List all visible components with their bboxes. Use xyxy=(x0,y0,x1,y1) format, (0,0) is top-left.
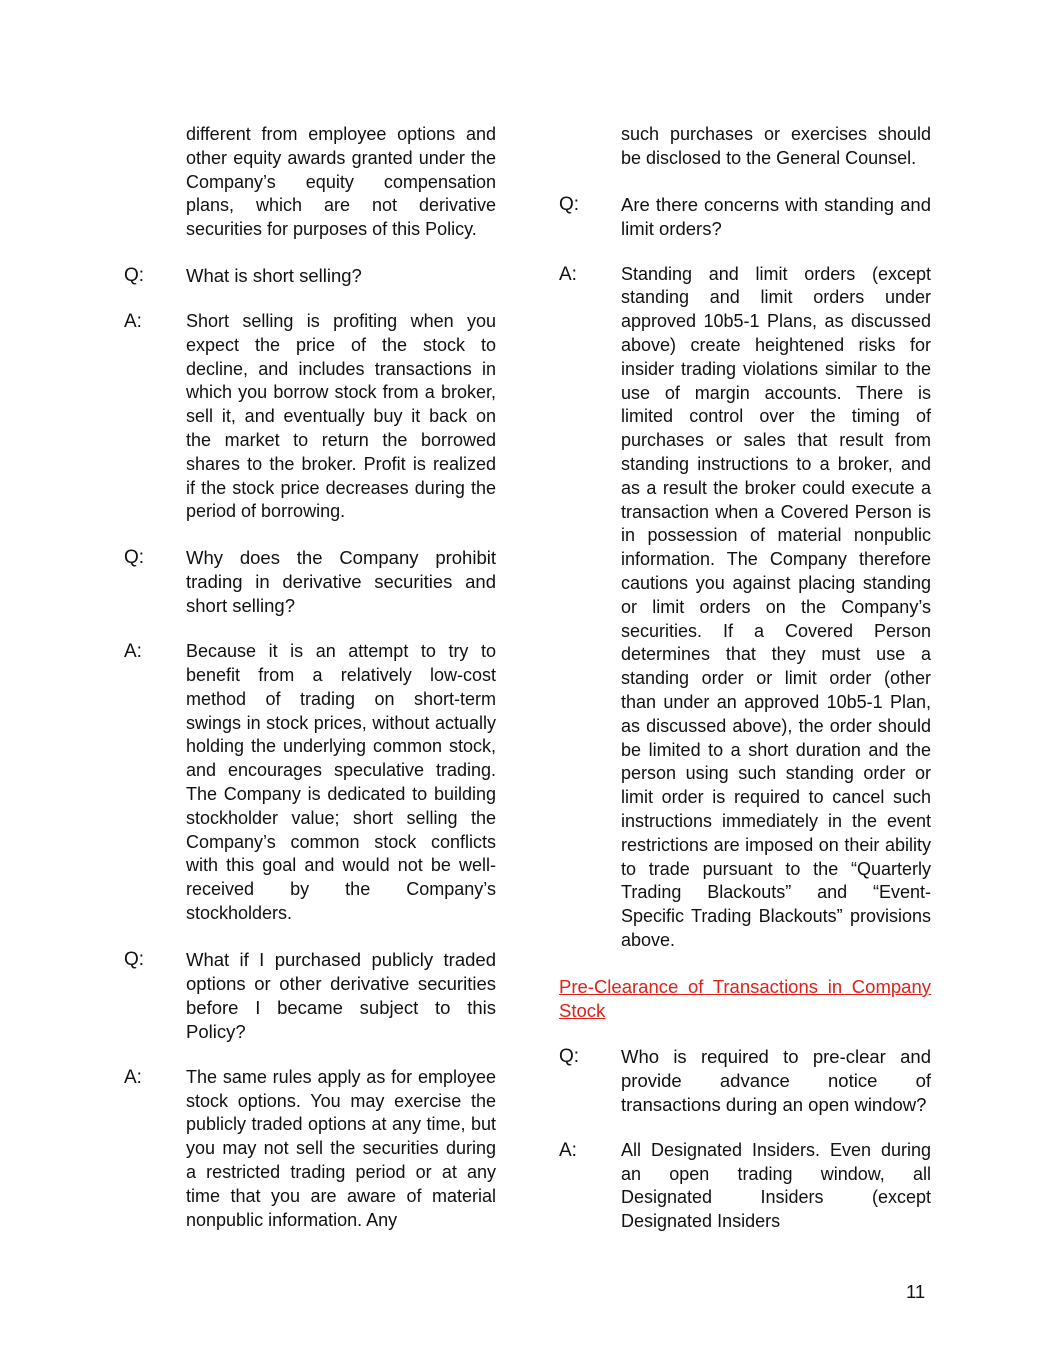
qa-block xyxy=(559,1139,931,1234)
continuation-text: such purchases or exercises should be disclosed to the General Counsel. xyxy=(621,124,931,168)
right-column xyxy=(559,123,931,1256)
question-label: Q: xyxy=(124,948,145,970)
answer-text: Because it is an attempt to try to benefit from a relatively low-cost method of trading on short-term swings in stock prices, without actually holding the underlying common stock, and encourages speculative trading. The Company is dedicated to building stockholder value; short selling the Company’s common stock conflicts with this goal and would not be well-received by the Company’s stockholders. xyxy=(186,641,496,923)
qa-block xyxy=(124,640,496,926)
answer-text: Short selling is profiting when you expect the price of the stock to decline, and includes transactions in which you borrow stock from a broker, sell it, and eventually buy it back on the market to return the borrowed shares to the broker. Profit is realized if the stock price decreases during the period of borrowing. xyxy=(186,310,496,522)
question-label: Q: xyxy=(124,547,145,569)
question-text: What if I purchased publicly traded options or other derivative securities before I became subject to this Policy? xyxy=(186,948,496,1042)
qa-block xyxy=(559,193,931,241)
qa-block xyxy=(124,546,496,618)
answer-label: A: xyxy=(124,641,142,663)
question-label: Q: xyxy=(124,264,145,286)
answer-label: A: xyxy=(559,263,577,285)
question-label: Q: xyxy=(559,1045,580,1067)
question-text: Are there concerns with standing and limit orders? xyxy=(621,193,931,239)
qa-block xyxy=(559,263,931,953)
answer-text: All Designated Insiders. Even during an open trading window, all Designated Insiders (except Designated Insiders xyxy=(621,1139,931,1232)
question-text: Why does the Company prohibit trading in derivative securities and short selling? xyxy=(186,547,496,617)
answer-label: A: xyxy=(124,310,142,332)
answer-text: The same rules apply as for employee stock options. You may exercise the publicly traded options at any time, but you may not sell the securities during a restricted trading period or at any time that you are aware of material nonpublic information. Any xyxy=(186,1066,496,1230)
answer-label: A: xyxy=(559,1139,577,1161)
qa-block xyxy=(124,264,496,288)
answer-text: Standing and limit orders (except standing and limit orders under approved 10b5-1 Plans, as discussed above) create heightened risks for insider trading violations similar to the use of margin accounts. There is limited control over the timing of purchases or sales that result from standing instructions to a broker, and as a result the broker could execute a transaction when a Covered Person is in possession of material nonpublic information. The Company therefore cautions you against placing standing or limit orders on the Company’s securities. If a Covered Person determines that they must use a standing order or limit order (other than under an approved 10b5-1 Plan, as discussed above), the order should be limited to a short duration and the person using such standing order or limit order is required to cancel such instructions immediately in the event restrictions are imposed on their ability to trade pursuant to the “Quarterly Trading Blackouts” and “Event-Specific Trading Blackouts” provisions above. xyxy=(621,263,931,950)
continuation-text: different from employee options and other equity awards granted under the Company’s equity compensation plans, which are not derivative securities for purposes of this Policy. xyxy=(186,124,496,240)
question-label: Q: xyxy=(559,193,580,215)
question-text: What is short selling? xyxy=(186,264,362,286)
qa-block xyxy=(124,310,496,524)
section-heading: Pre-Clearance of Transactions in Company Stock xyxy=(559,975,931,1021)
qa-block xyxy=(559,1045,931,1117)
left-column xyxy=(124,123,496,1254)
qa-block xyxy=(124,1066,496,1233)
question-text: Who is required to pre-clear and provide advance notice of transactions during an open window? xyxy=(621,1045,931,1115)
page-number: 11 xyxy=(906,1281,926,1302)
answer-label: A: xyxy=(124,1066,142,1088)
qa-block xyxy=(124,948,496,1044)
